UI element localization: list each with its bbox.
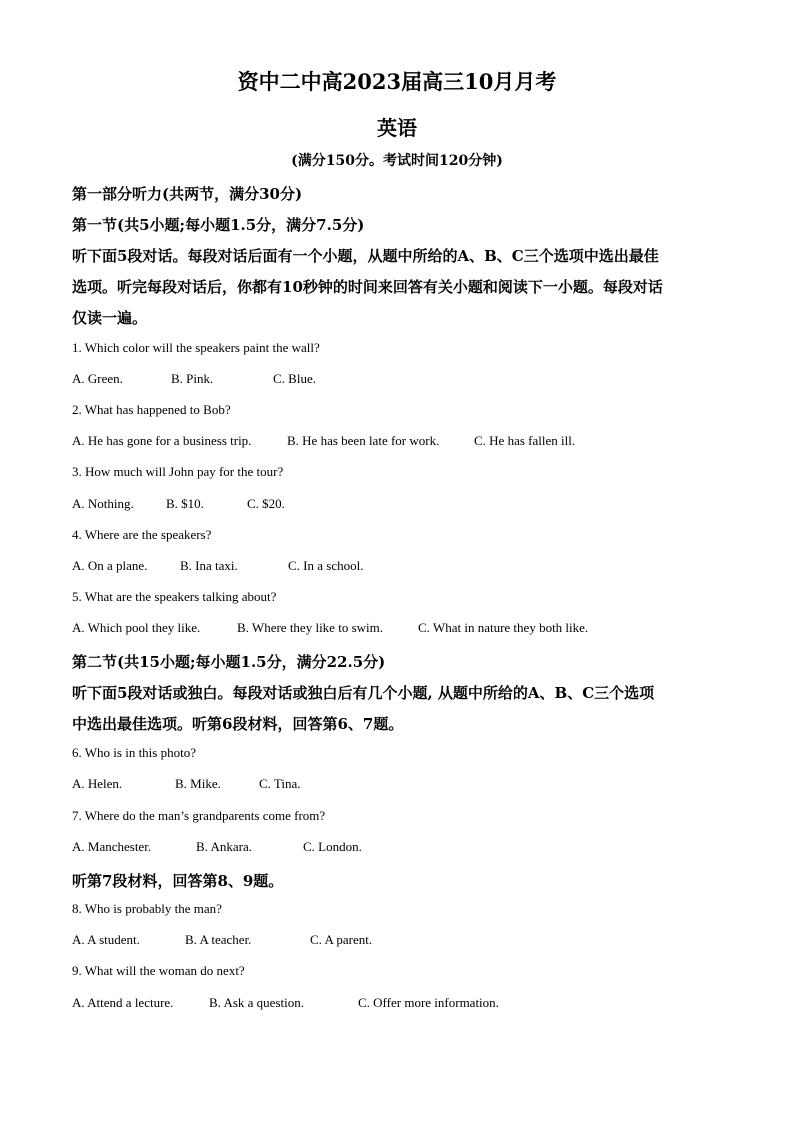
section2-instruction-line: 中选出最佳选项。听第6段材料，回答第6、7题。 [72,715,404,733]
option-c[interactable]: C. Offer more information. [358,995,499,1010]
question-text: 7. Where do the man’s grandparents come from? [72,808,326,823]
question-options [72,433,576,449]
exam-title: 资中二中高2023届高三10月月考 [237,69,557,94]
question-text: 9. What will the woman do next? [72,963,245,978]
section1-heading: 第一节(共5小题;每小题1.5分，满分7.5分) [72,216,365,234]
exam-note: (满分150分。考试时间120分钟) [291,153,503,169]
question-options [72,776,301,792]
part1-heading: 第一部分听力(共两节，满分30分) [72,185,303,203]
question-options [72,620,589,636]
option-a[interactable]: A. A student. [72,932,140,947]
question-options [72,932,373,948]
section2-heading: 第二节(共15小题;每小题1.5分，满分22.5分) [72,653,386,671]
option-a[interactable]: A. Green. [72,371,123,386]
option-c[interactable]: C. Tina. [259,776,301,791]
option-a[interactable]: A. Attend a lecture. [72,995,174,1010]
option-b[interactable]: B. Where they like to swim. [237,620,383,635]
question-options [72,371,316,387]
option-c[interactable]: C. Blue. [273,371,316,386]
option-a[interactable]: A. Helen. [72,776,123,791]
question-options [72,839,362,855]
option-b[interactable]: B. Pink. [171,371,214,386]
option-b[interactable]: B. Ankara. [196,839,252,854]
option-a[interactable]: A. Nothing. [72,496,134,511]
question-options [72,995,499,1011]
option-a[interactable]: A. On a plane. [72,558,148,573]
option-c[interactable]: C. What in nature they both like. [418,620,589,635]
option-b[interactable]: B. Ask a question. [209,995,304,1010]
option-c[interactable]: C. London. [303,839,362,854]
question-text: 3. How much will John pay for the tour? [72,464,284,479]
question-text: 4. Where are the speakers? [72,527,212,542]
question-text: 2. What has happened to Bob? [72,402,231,417]
option-b[interactable]: B. Ina taxi. [180,558,238,573]
option-c[interactable]: C. He has fallen ill. [474,433,576,448]
option-b[interactable]: B. $10. [166,496,204,511]
option-c[interactable]: C. $20. [247,496,285,511]
question-options [72,496,285,512]
option-b[interactable]: B. A teacher. [185,932,252,947]
option-a[interactable]: A. Manchester. [72,839,152,854]
option-a[interactable]: A. Which pool they like. [72,620,201,635]
section1-instruction-line: 仅读一遍。 [72,309,148,327]
question-text: 6. Who is in this photo? [72,745,196,760]
question-text: 8. Who is probably the man? [72,901,222,916]
option-b[interactable]: B. He has been late for work. [287,433,440,448]
option-a[interactable]: A. He has gone for a business trip. [72,433,252,448]
question-text: 1. Which color will the speakers paint the wall? [72,340,320,355]
question-options [72,558,364,574]
section2-instruction-line: 听下面5段对话或独白。每段对话或独白后有几个小题, 从题中所给的A、B、C三个选项 [72,684,655,702]
exam-subject: 英语 [377,116,417,140]
section1-instruction-line: 选项。听完每段对话后，你都有10秒钟的时间来回答有关小题和阅读下一小题。每段对话 [72,278,663,296]
option-c[interactable]: C. A parent. [310,932,373,947]
option-b[interactable]: B. Mike. [175,776,221,791]
question-text: 5. What are the speakers talking about? [72,589,277,604]
section2-sub-instruction: 听第7段材料，回答第8、9题。 [72,872,284,890]
section1-instruction-line: 听下面5段对话。每段对话后面有一个小题，从题中所给的A、B、C三个选项中选出最佳 [72,247,659,265]
option-c[interactable]: C. In a school. [288,558,364,573]
